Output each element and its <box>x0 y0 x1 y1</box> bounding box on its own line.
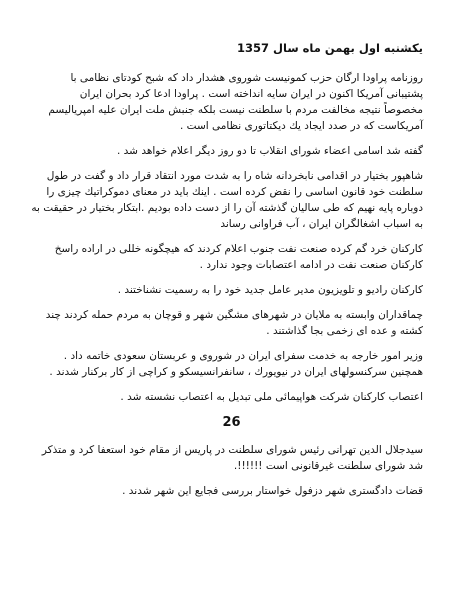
paragraph <box>40 389 423 405</box>
paragraph <box>40 348 423 380</box>
paragraph <box>40 282 423 298</box>
paragraph <box>31 168 423 232</box>
text-line: گفته شد اسامی اعضاء شورای انقلاب تا دو روز دیگر اعلام خواهد شد . <box>117 145 423 157</box>
paragraph <box>40 241 423 273</box>
paragraph <box>40 70 423 134</box>
paragraph <box>40 143 423 159</box>
text-line: پشتیبانی آمریکا اکنون در ایران سایه انداخته است . پراودا ادعا کرد بحران ایران <box>79 88 423 100</box>
text-line: دوباره پایه نهیم که طی سالیان گذشته آن را از دست داده بودیم .ابتکار بختیار در حقیقت به <box>31 202 423 214</box>
paragraph-group-1 <box>31 70 423 405</box>
text-line: به اسباب اشغالگران ایران ، آب فراوانی رساند <box>220 218 423 230</box>
text-line: کارکنان صنعت نفت در ادامه اعتصابات وجود ندارد . <box>199 259 423 271</box>
day-number: 26 <box>222 415 241 430</box>
page-title: یکشنبه اول بهمن ماه سال 1357 <box>237 41 423 55</box>
text-line: سیدجلال الدین تهرانی رئیس شورای سلطنت در پاریس از مقام خود استعفا کرد و متذکر <box>41 444 423 456</box>
text-line: قضات دادگستری شهر دزفول خواستار بررسی فجایع این شهر شدند . <box>122 485 423 497</box>
paragraph-group-2 <box>40 442 423 499</box>
paragraph <box>40 307 423 339</box>
text-line: مخصوصاً نتیجه مخالفت مردم با سلطنت نیست بلکه جنبش ملت ایران علیه امپریالیسم <box>48 104 423 116</box>
text-line: شاهپور بختیار در اقدامی نابخردانه شاه را به شدت مورد انتقاد قرار داد و گفت در طول <box>46 170 423 182</box>
text-line: شد شورای سلطنت غیرقانونی است !!!!!!. <box>233 460 423 472</box>
text-line: همچنین سرکنسولهای ایران در نیویورك ، سانفرانسیسکو و کراچی از کار برکنار شدند . <box>49 366 423 378</box>
text-line: کشته و عده ای زخمی بجا گذاشتند . <box>266 325 423 337</box>
paragraph <box>40 483 423 499</box>
text-line: کارکنان رادیو و تلویزیون مدیر عامل جدید خود را به رسمیت نشناختند . <box>117 284 423 296</box>
text-line: سلطنت خود قانون اساسی را نقض کرده است . اینك باید در معنای دموکراتیك چیزی را <box>46 186 423 198</box>
text-line: وزیر امور خارجه به خدمت سفرای ایران در شوروی و عربستان سعودی خاتمه داد . <box>63 350 423 362</box>
text-line: آمریکاست که در صدد ایجاد یك دیکتاتوری نظامی است . <box>179 120 423 132</box>
paragraph <box>40 442 423 474</box>
text-line: چماقداران وابسته به ملایان در شهرهای مشگین شهر و قوچان به مردم حمله کردند چند <box>45 309 423 321</box>
text-line: روزنامه پراودا ارگان حزب کمونیست شوروی هشدار داد که شبح کودتای نظامی با <box>70 72 423 84</box>
text-line: اعتصاب کارکنان شرکت هواپیمائی ملی تبدیل به اعتصاب نشسته شد . <box>120 391 423 403</box>
text-line: کارکنان خرد گم کرده صنعت نفت جنوب اعلام کردند که هیچگونه خللی در اراده راسخ <box>54 243 423 255</box>
